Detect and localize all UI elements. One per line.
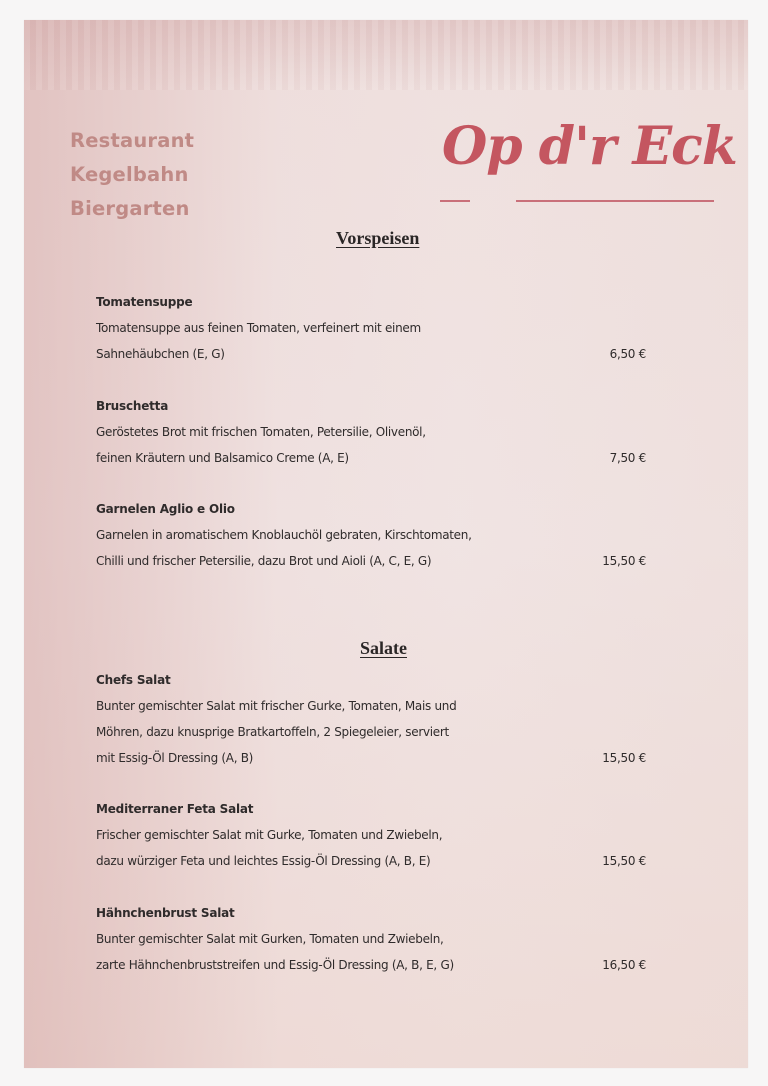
item-description-line: Tomatensuppe aus feinen Tomaten, verfeinert mit einem (96, 321, 421, 335)
tagline-biergarten: Biergarten (70, 197, 190, 220)
item-description-line: Sahnehäubchen (E, G) (96, 347, 225, 361)
item-price: 15,50 € (602, 751, 646, 765)
item-description-line: feinen Kräutern und Balsamico Creme (A, E) (96, 451, 349, 465)
section-title-vorspeisen: Vorspeisen (336, 228, 420, 248)
item-description-line: Chilli und frischer Petersilie, dazu Brot und Aioli (A, C, E, G) (96, 554, 432, 568)
item-description-line: dazu würziger Feta und leichtes Essig-Öl Dressing (A, B, E) (96, 854, 431, 868)
item-description-line: Frischer gemischter Salat mit Gurke, Tomaten und Zwiebeln, (96, 828, 443, 842)
menu-item (96, 289, 676, 367)
item-price: 15,50 € (602, 854, 646, 868)
menu-item (96, 796, 676, 874)
item-description-row (96, 848, 676, 874)
item-description-line: mit Essig-Öl Dressing (A, B) (96, 751, 254, 765)
item-price: 16,50 € (602, 958, 646, 972)
item-description-line: zarte Hähnchenbruststreifen und Essig-Öl Dressing (A, B, E, G) (96, 958, 454, 972)
menu-item (96, 393, 676, 471)
item-description-line: Möhren, dazu knusprige Bratkartoffeln, 2 Spiegeleier, serviert (96, 725, 449, 739)
item-description-line: Garnelen in aromatischem Knoblauchöl gebraten, Kirschtomaten, (96, 528, 472, 542)
item-description-line: Bunter gemischter Salat mit Gurken, Tomaten und Zwiebeln, (96, 932, 444, 946)
item-price: 6,50 € (609, 347, 646, 361)
logo-text: Op d'r Eck (442, 116, 737, 177)
item-name: Bruschetta (96, 399, 169, 413)
tagline-restaurant: Restaurant (70, 129, 195, 152)
section-title-salate: Salate (360, 638, 407, 658)
logo-underline-short (440, 200, 470, 202)
menu-item (96, 496, 676, 574)
item-name: Tomatensuppe (96, 295, 193, 309)
item-description-row (96, 341, 676, 367)
menu-page (24, 20, 748, 1068)
restaurant-tagline (70, 124, 194, 226)
item-description-line: Geröstetes Brot mit frischen Tomaten, Petersilie, Olivenöl, (96, 425, 426, 439)
item-description-row (96, 445, 676, 471)
item-price: 7,50 € (609, 451, 646, 465)
restaurant-logo (434, 116, 737, 216)
item-description-row (96, 952, 676, 978)
logo-underline-long (516, 200, 714, 202)
item-description-row (96, 548, 676, 574)
item-name: Hähnchenbrust Salat (96, 906, 235, 920)
menu-item (96, 900, 676, 978)
menu-item (96, 667, 676, 771)
item-name: Mediterraner Feta Salat (96, 802, 254, 816)
item-description-line: Bunter gemischter Salat mit frischer Gurke, Tomaten, Mais und (96, 699, 457, 713)
item-name: Garnelen Aglio e Olio (96, 502, 235, 516)
item-name: Chefs Salat (96, 673, 171, 687)
paper-texture (24, 20, 748, 90)
tagline-kegelbahn: Kegelbahn (70, 163, 189, 186)
item-description-row (96, 745, 676, 771)
item-price: 15,50 € (602, 554, 646, 568)
